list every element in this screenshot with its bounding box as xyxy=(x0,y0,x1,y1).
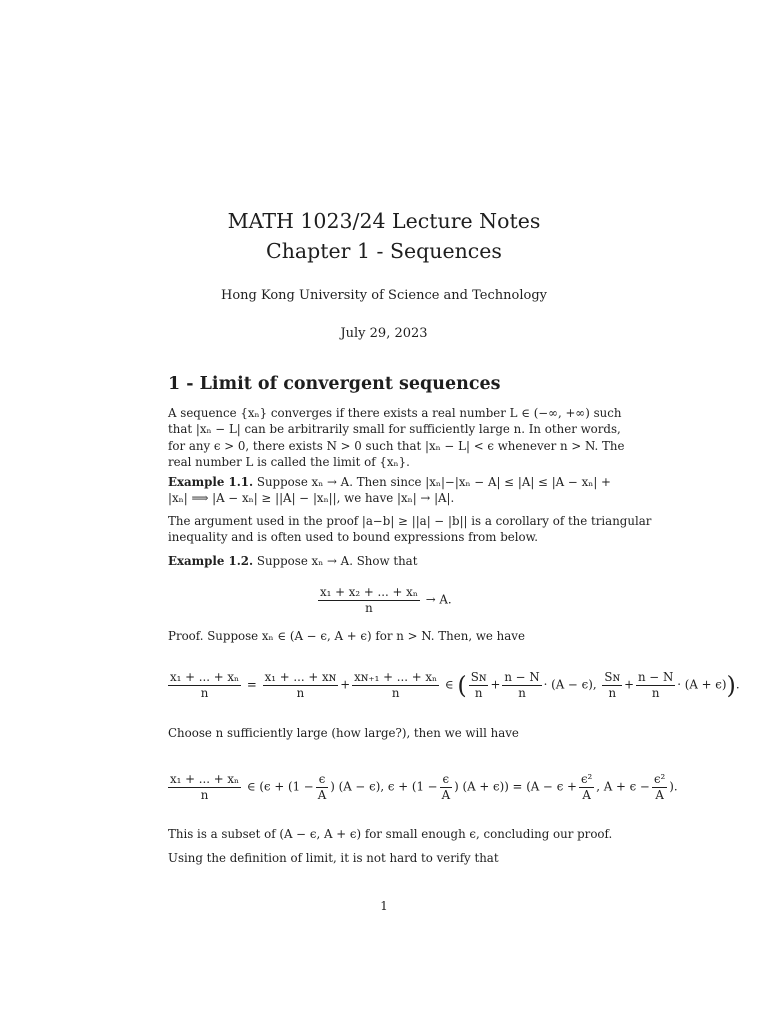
proof-start: Proof. Suppose xₙ ∈ (A − ϵ, A + ϵ) for n > N. Then, we have xyxy=(168,629,525,643)
example-1-2 xyxy=(168,553,608,569)
paragraph-conclusion: This is a subset of (A − ϵ, A + ϵ) for small enough ϵ, concluding our proof. xyxy=(168,827,613,841)
document-title: MATH 1023/24 Lecture Notes xyxy=(227,209,541,233)
text-line: Suppose xₙ → A. Then since |xₙ|−|xₙ − A| ≤ |A| ≤ |A − xₙ| + xyxy=(253,475,611,489)
text-line: |xₙ| ⟹ |A − xₙ| ≥ ||A| − |xₙ||, we have |xₙ| → |A|. xyxy=(168,491,455,506)
page-number: 1 xyxy=(380,899,388,913)
text-line: for any ϵ > 0, there exists N > 0 such that |xₙ − L| < ϵ whenever n > N. The xyxy=(168,438,625,453)
equation-split-sum: $\frac{\text{x₁ + ... + xₙ}}{n}$ = $\frac{\text{x₁ + ... + xɴ}}{n}$ + $\frac{\text{xɴ₊₁ + ... + xₙ}}{n}$ ∈ ( $\frac{\text{Sɴ}}{n}$ + $\frac{n - N}{n}$ · (A − ϵ), $\frac{\text{Sɴ}}{n}$ + $\frac{n - N}{n}$ · (A + ϵ)). xyxy=(170,670,740,700)
example-1-1 xyxy=(168,474,611,507)
fraction: $\frac{\text{x₁ + x₂ + ... + xₙ}}{n}$ xyxy=(320,585,418,615)
choose-n-text: Choose n sufficiently large (how large?), then we will have xyxy=(168,726,519,740)
date: July 29, 2023 xyxy=(340,326,428,341)
paragraph-triangle-inequality xyxy=(168,513,652,546)
text-line: real number L is called the limit of {xₙ}. xyxy=(168,454,410,469)
paragraph-definition xyxy=(168,405,625,470)
example-label: Example 1.1. xyxy=(168,475,254,489)
example-text: Suppose xₙ → A. Show that xyxy=(253,554,418,568)
chapter-title: Chapter 1 - Sequences xyxy=(266,239,502,263)
institution: Hong Kong University of Science and Technology xyxy=(221,288,547,303)
text-line: that |xₙ − L| can be arbitrarily small for sufficiently large n. In other words, xyxy=(168,422,621,437)
text-line: The argument used in the proof |a−b| ≥ ||a| − |b|| is a corollary of the triangular xyxy=(168,514,652,528)
example-label: Example 1.2. xyxy=(168,554,254,568)
text-line: A sequence {xₙ} converges if there exists a real number L ∈ (−∞, +∞) such xyxy=(168,406,622,420)
section-heading: 1 - Limit of convergent sequences xyxy=(168,374,501,394)
text-line: inequality and is often used to bound expressions from below. xyxy=(168,530,539,545)
paragraph-next: Using the definition of limit, it is not hard to verify that xyxy=(168,851,499,865)
equation-rhs: → A. xyxy=(425,592,452,607)
equation-mean-limit xyxy=(316,585,452,616)
equation-bounds: $\frac{\text{x₁ + ... + xₙ}}{n}$ ∈ (ϵ + (1 − $\frac{\epsilon}{A}$ ) (A − ϵ), ϵ + (1 − $\frac{\epsilon}{A}$ ) (A + ϵ)) = (A − ϵ + $\frac{\text{ϵ²}}{A}$ , A + ϵ − $\frac{\text{ϵ²}}{A}$ ). xyxy=(170,772,678,802)
